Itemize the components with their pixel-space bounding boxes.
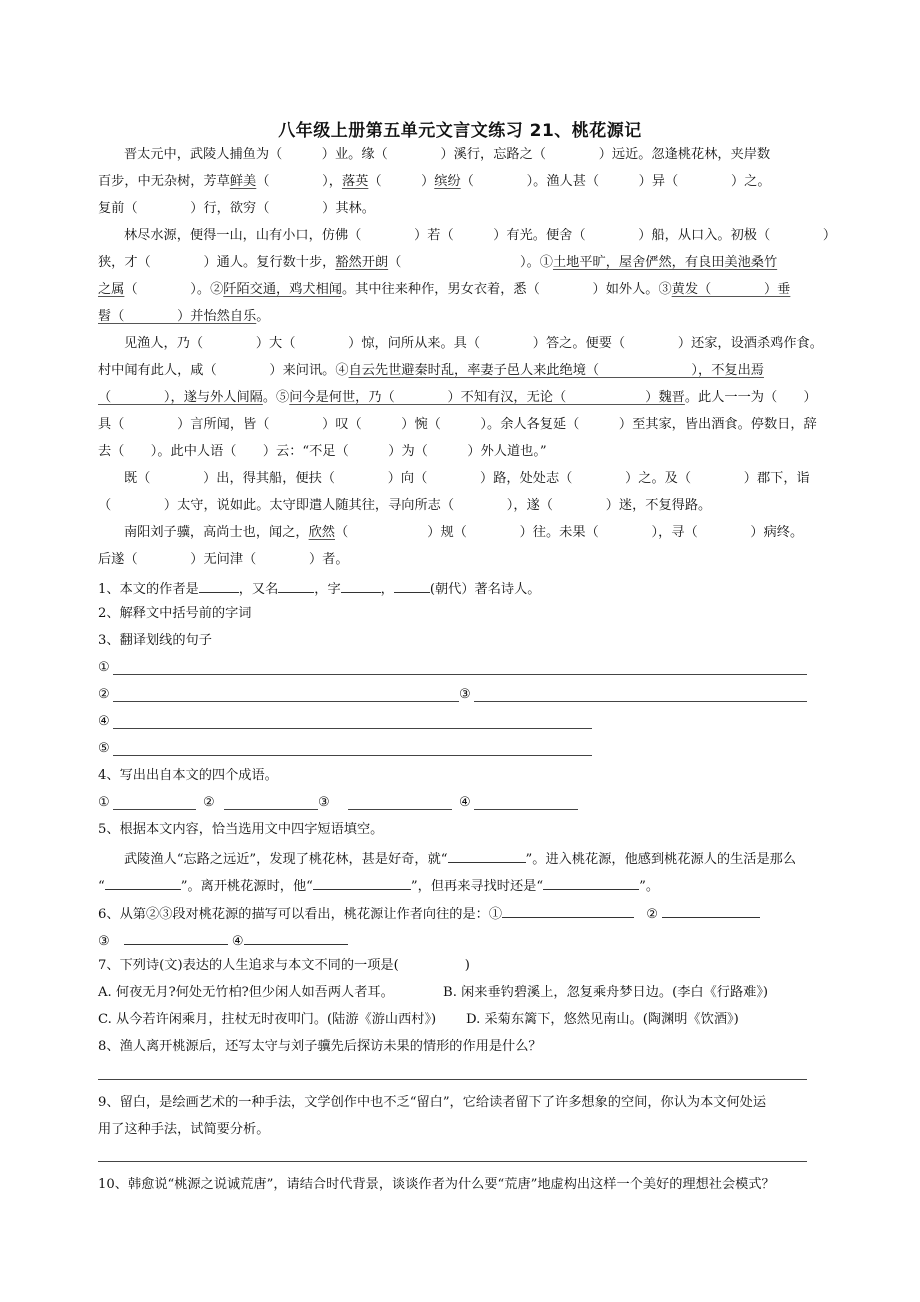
answer-line-q9[interactable] <box>98 1161 807 1162</box>
question-2: 2、解释文中括号前的字词 <box>98 606 252 621</box>
text: （ ）。② <box>124 282 224 297</box>
q6-blank-2[interactable] <box>662 903 760 918</box>
idiom-blank-3[interactable] <box>348 809 452 810</box>
q5-text: ”。进入桃花源，他感到桃花源人的生活是那么 <box>525 852 797 867</box>
underlined-sentence-3-end: 髫（ ）并怡然自乐 <box>98 309 257 324</box>
text: 村中闻有此人，咸（ ）来问讯。④ <box>98 363 349 378</box>
text: 。⑤ <box>262 390 290 405</box>
answer-line-1[interactable] <box>113 674 807 675</box>
idiom-blank-4[interactable] <box>474 809 578 810</box>
passage-p3-line3 <box>98 389 828 407</box>
q3-mark-5: ⑤ <box>98 741 110 756</box>
underlined-sentence-2: 阡陌交通，鸡犬相闻 <box>223 282 342 297</box>
answer-blank-alias[interactable] <box>278 578 314 593</box>
text: 百步，中无杂树，芳草 <box>98 174 230 189</box>
answer-line-3[interactable] <box>474 701 807 702</box>
underlined-sentence-1: 土地平旷，屋舍俨然，有良田美池桑竹 <box>552 255 778 270</box>
passage-p2-line4 <box>98 308 828 326</box>
q5-blank-2[interactable] <box>105 875 181 890</box>
q5-blank-4[interactable] <box>543 875 639 890</box>
q3-mark-1: ① <box>98 660 110 675</box>
q6-blank-4[interactable] <box>244 930 348 945</box>
q5-line-1 <box>124 848 854 869</box>
q5-text: 武陵渔人“忘路之远近”，发现了桃花林，甚是好奇，就“ <box>124 852 448 867</box>
blank: （ ） <box>368 174 435 189</box>
blank: （ ）， <box>256 174 342 189</box>
answer-line-q8[interactable] <box>98 1079 807 1080</box>
underlined-sentence-5: 问今是何世，乃（ ）不知有汉，无论（ ）魏晋 <box>289 390 685 405</box>
answer-blank-author[interactable] <box>199 578 239 593</box>
text: 。其中往来种作，男女衣着，悉（ ）如外人。③ <box>341 282 672 297</box>
passage-p5-line2: 后遂（ ）无问津（ ）者。 <box>98 552 349 567</box>
q5-blank-1[interactable] <box>448 848 526 863</box>
q6-blank-1[interactable] <box>502 903 634 918</box>
q1-text: (朝代）著名诗人。 <box>429 582 541 597</box>
q7-option-b[interactable]: B. 闲来垂钓碧溪上，忽复乘舟梦日边。(李白《行路难》) <box>443 985 769 1000</box>
q3-mark-4: ④ <box>98 714 110 729</box>
underlined-word: 落英 <box>341 174 369 189</box>
q4-mark-2: ② <box>203 795 215 810</box>
question-1 <box>98 578 828 599</box>
q5-text: ”，但再来寻找时还是“ <box>410 879 544 894</box>
answer-blank-courtesy-name[interactable] <box>341 578 381 593</box>
q5-line-2 <box>98 875 828 896</box>
question-6 <box>98 903 828 924</box>
q1-text: 1、本文的作者是 <box>98 582 199 597</box>
q6-mark-2: ② <box>646 907 659 922</box>
q1-text: ，字 <box>314 582 341 597</box>
answer-line-4[interactable] <box>113 728 592 729</box>
underlined-word: 缤纷 <box>434 174 461 189</box>
q3-mark-2: ② <box>98 687 110 702</box>
text: 南阳刘子骥，高尚士也，闻之， <box>124 525 309 540</box>
answer-line-2[interactable] <box>113 701 459 702</box>
passage-p3-line2 <box>98 362 828 380</box>
passage-p5-line1 <box>124 524 854 542</box>
underlined-word: 欣然 <box>308 525 335 540</box>
q7-option-a[interactable]: A. 何夜无月?何处无竹柏?但少闲人如吾两人者耳。 <box>98 985 394 1000</box>
q3-mark-3: ③ <box>459 687 471 702</box>
text: （ ）规（ ）往。未果（ ），寻（ ）病终。 <box>335 525 804 540</box>
idiom-blank-1[interactable] <box>113 809 196 810</box>
underlined-sentence-4-end: （ ），遂与外人间隔 <box>98 390 263 405</box>
answer-blank-dynasty[interactable] <box>394 578 430 593</box>
underlined-sentence-1-end: 之属 <box>98 282 125 297</box>
underlined-sentence-3: 黄发（ ）垂 <box>671 282 791 297</box>
underlined-sentence-4: 自云先世避秦时乱，率妻子邑人来此绝境（ ），不复出焉 <box>348 363 764 378</box>
q4-mark-3: ③ <box>318 795 330 810</box>
question-4: 4、写出出自本文的四个成语。 <box>98 768 278 783</box>
text: （ ）。渔人甚（ ）异（ ）之。 <box>460 174 771 189</box>
text: 。 <box>256 309 270 324</box>
question-7: 7、下列诗(文)表达的人生追求与本文不同的一项是( ) <box>98 958 470 973</box>
q4-mark-4: ④ <box>459 795 471 810</box>
q6-text: 6、从第②③段对桃花源的描写可以看出，桃花源让作者向往的是：① <box>98 907 503 922</box>
passage-p2-line2 <box>98 254 828 272</box>
question-5: 5、根据本文内容，恰当选用文中四字短语填空。 <box>98 822 384 837</box>
q5-blank-3[interactable] <box>313 875 411 890</box>
text: （ ）。① <box>388 255 553 270</box>
q6-mark-3: ③ <box>98 934 110 949</box>
q6-blank-3[interactable] <box>124 930 228 945</box>
passage-p4-line2: （ ）太守，说如此。太守即遣人随其往，寻向所志（ ），遂（ ）迷，不复得路。 <box>98 498 712 513</box>
passage-p1-line2 <box>98 173 828 191</box>
passage-p3-line1: 见渔人，乃（ ）大（ ）惊，问所从来。具（ ）答之。便要（ ）还家，设酒杀鸡作食。 <box>124 336 823 351</box>
passage-p2-line1: 林尽水源，便得一山，山有小口，仿佛（ ）若（ ）有光。便舍（ ）船，从口入。初极（ ） <box>124 228 837 243</box>
idiom-blank-2[interactable] <box>224 809 318 810</box>
text: 狭，才（ ）通人。复行数十步， <box>98 255 336 270</box>
question-3: 3、翻译划线的句子 <box>98 633 212 648</box>
q5-text: ”。 <box>639 879 660 894</box>
answer-line-5[interactable] <box>113 755 592 756</box>
question-9-line-2: 用了这种手法，试简要分析。 <box>98 1122 270 1137</box>
q4-mark-1: ① <box>98 795 110 810</box>
q6-mark-4: ④ <box>231 934 244 949</box>
passage-p4-line1: 既（ ）出，得其船，便扶（ ）向（ ）路，处处志（ ）之。及（ ）郡下，诣 <box>124 471 810 486</box>
q1-text: ，又名 <box>238 582 279 597</box>
question-9-line-1: 9、留白，是绘画艺术的一种手法，文学创作中也不乏“留白”，它给读者留下了许多想象的空间，你认为本文何处运 <box>98 1095 767 1110</box>
q1-text: ， <box>380 582 394 597</box>
q5-text: ”。离开桃花源时，他“ <box>180 879 313 894</box>
underlined-word: 鲜美 <box>229 174 257 189</box>
passage-p3-line5: 去（ ）。此中人语（ ）云：“不足（ ）为（ ）外人道也。” <box>98 444 547 459</box>
page-title: 八年级上册第五单元文言文练习 21、桃花源记 <box>278 121 642 141</box>
passage-p1-line1: 晋太元中，武陵人捕鱼为（ ）业。缘（ ）溪行，忘路之（ ）远近。忽逢桃花林，夹岸数 <box>124 147 771 162</box>
passage-p3-line4: 具（ ）言所闻，皆（ ）叹（ ）惋（ ）。余人各复延（ ）至其家，皆出酒食。停数日，辞 <box>98 417 817 432</box>
q7-option-d[interactable]: D. 采菊东篱下，悠然见南山。(陶渊明《饮酒》) <box>466 1012 739 1027</box>
text: 。此人一一为（ ） <box>684 390 817 405</box>
passage-p2-line3 <box>98 281 828 299</box>
question-8: 8、渔人离开桃源后，还写太守与刘子骥先后探访未果的情形的作用是什么？ <box>98 1039 542 1054</box>
q7-option-c[interactable]: C. 从今若许闲乘月，拄杖无时夜叩门。(陆游《游山西村》) <box>98 1012 437 1027</box>
underlined-word: 豁然开朗 <box>335 255 389 270</box>
question-10: 10、韩愈说“桃源之说诚荒唐”，请结合时代背景，谈谈作者为什么要“荒唐”地虚构出这样一个美好的理想社会模式？ <box>98 1177 775 1192</box>
q5-text: “ <box>98 879 105 894</box>
passage-p1-line3: 复前（ ）行，欲穷（ ）其林。 <box>98 201 375 216</box>
q6-line-2 <box>98 930 828 951</box>
